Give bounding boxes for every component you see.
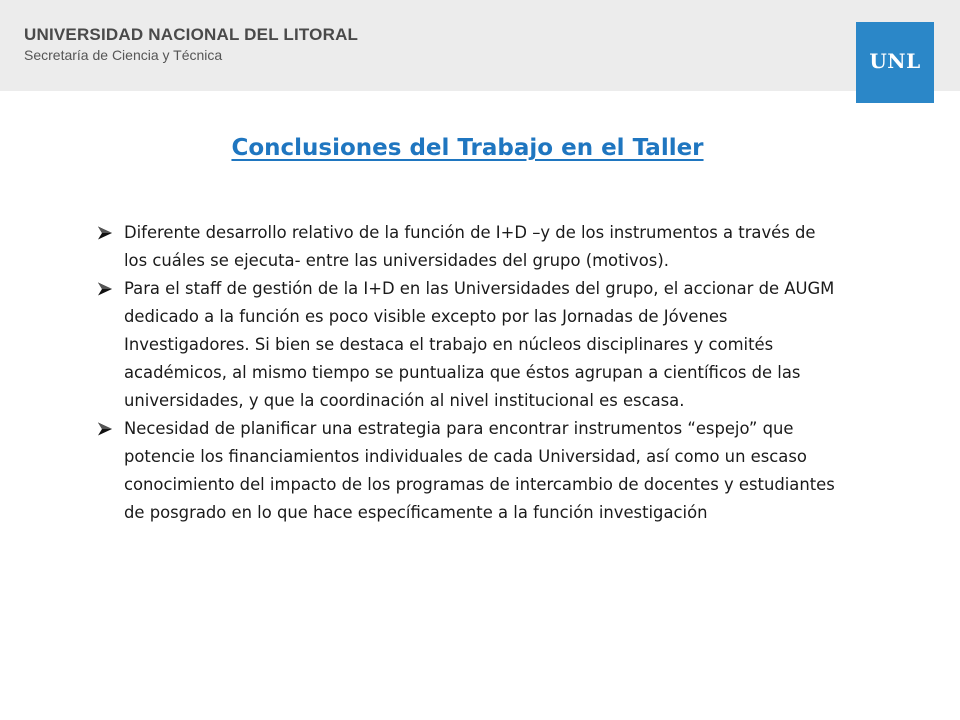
bullet-list [97, 219, 842, 527]
arrow-bullet-icon [97, 415, 115, 443]
bullet-text: Diferente desarrollo relativo de la función de I+D –y de los instrumentos a través de los cuáles se ejecuta- entre las universidades del grupo (motivos). [124, 223, 816, 270]
bullet-item [97, 415, 842, 527]
bullet-text: Necesidad de planificar una estrategia para encontrar instrumentos “espejo” que potencie los financiamientos individuales de cada Universidad, así como un escaso conocimiento del impacto de los programas de intercambio de docentes y estudiantes de posgrado en lo que hace específicamente a la función investigación [124, 419, 835, 522]
slide-title: Conclusiones del Trabajo en el Taller [231, 135, 704, 161]
bullet-text: Para el staff de gestión de la I+D en las Universidades del grupo, el accionar de AUGM dedicado a la función es poco visible excepto por las Jornadas de Jóvenes Investigadores. Si bien se destaca el trabajo en núcleos disciplinares y comités académicos, al mismo tiempo se puntualiza que éstos agrupan a científicos de las universidades, y que la coordinación al nivel institucional es escasa. [124, 279, 835, 410]
header-bar [0, 0, 960, 91]
arrow-bullet-icon [97, 275, 115, 303]
university-name: UNIVERSIDAD NACIONAL DEL LITORAL [24, 25, 359, 44]
logo-text: UNL [869, 48, 921, 73]
unl-logo [856, 22, 934, 103]
header-text [24, 26, 358, 64]
bullet-item [97, 219, 842, 275]
bullet-item [97, 275, 842, 415]
arrow-bullet-icon [97, 219, 115, 247]
department-name: Secretaría de Ciencia y Técnica [24, 47, 223, 63]
